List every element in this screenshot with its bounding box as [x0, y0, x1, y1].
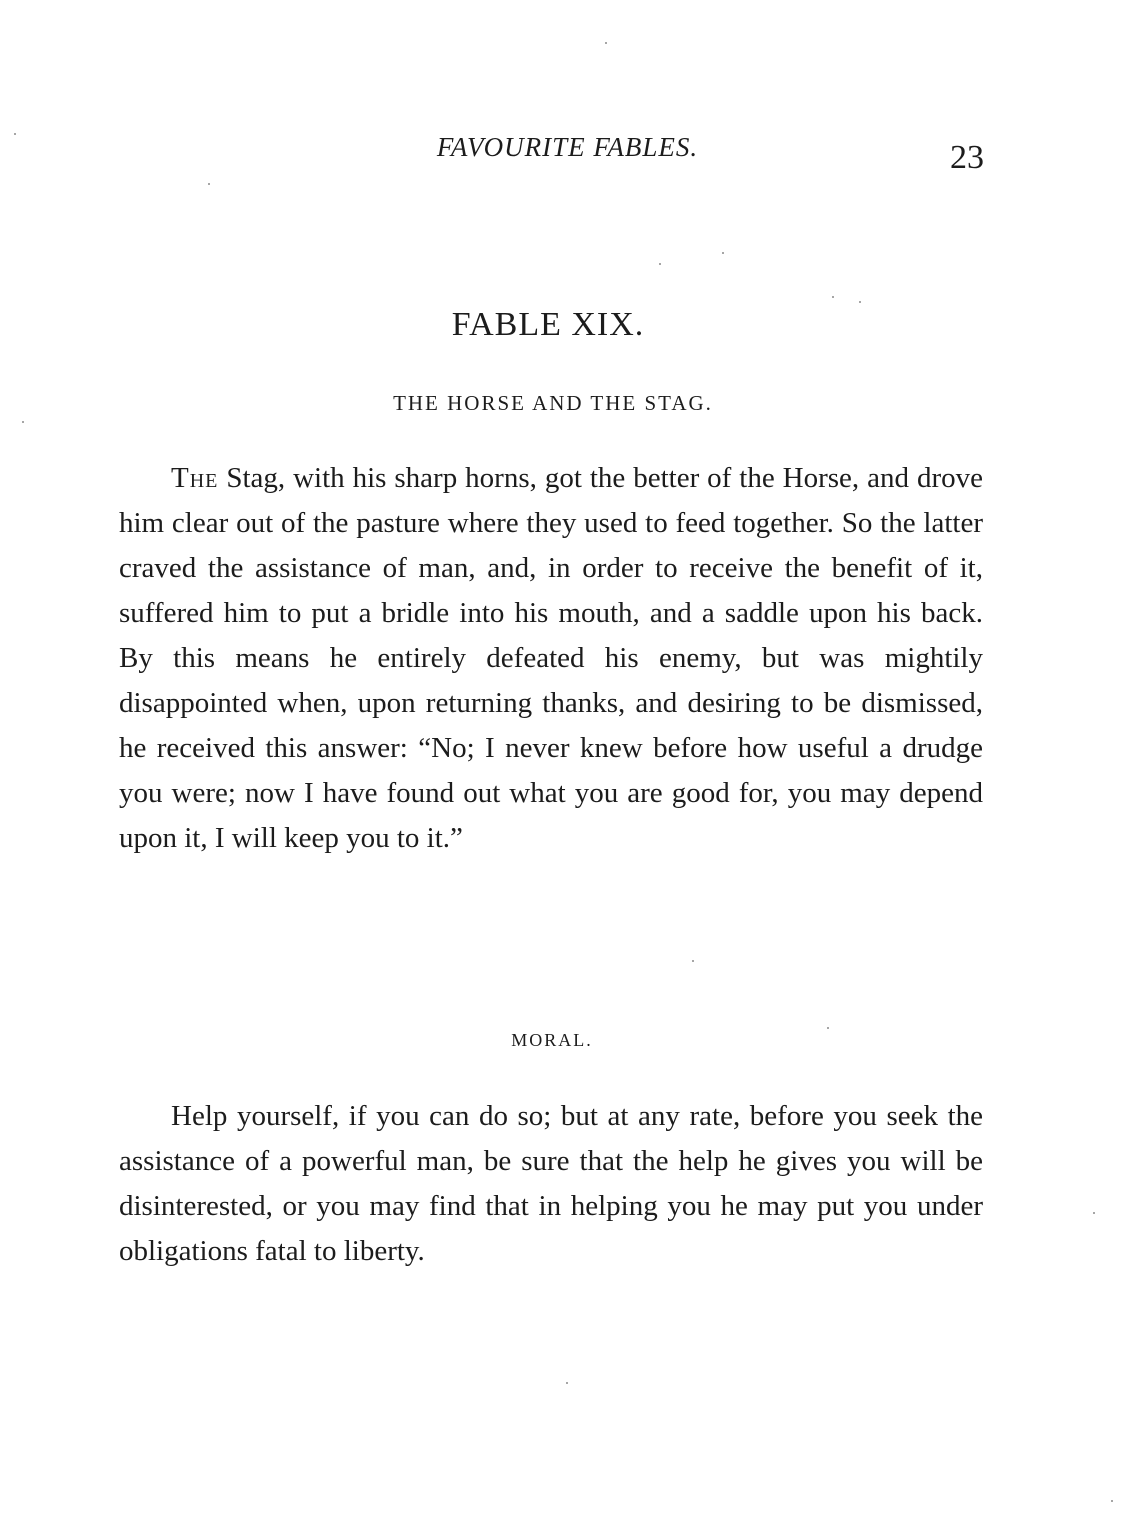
page-number: 23 — [950, 139, 984, 176]
running-header: FAVOURITE FABLES. — [436, 132, 699, 162]
paper-speck — [208, 183, 210, 185]
paper-speck — [859, 301, 861, 303]
paper-speck — [605, 42, 607, 44]
paper-speck — [827, 1027, 829, 1029]
paper-speck — [692, 960, 694, 962]
paper-speck — [22, 421, 24, 423]
paper-speck — [566, 1382, 568, 1384]
moral-text: Help yourself, if you can do so; but at any rate, before you seek the assistance of a powerful man, be sure that the help he gives you will be disinterested, or you may find that in helping you he may put you under obligations fatal to liberty. — [119, 1100, 983, 1267]
paper-speck — [1093, 1212, 1095, 1214]
fable-body — [119, 456, 983, 861]
fable-body-lead: The — [171, 462, 219, 494]
paper-speck — [1111, 1500, 1113, 1502]
paper-speck — [832, 296, 834, 298]
fable-title: FABLE XIX. — [451, 306, 645, 343]
fable-body-text: Stag, with his sharp horns, got the better of the Horse, and drove him clear out of the pasture where they used to feed together. So the latter craved the assistance of man, and, in order to receive the benefit of it, suffered him to put a bridle into his mouth, and a saddle upon his back. By this means he entirely defeated his enemy, but was mightily disappointed when, upon returning thanks, and desiring to be dismissed, he received this answer: “No; I never knew before how useful a drudge you were; now I have found out what you are good for, you may depend upon it, I will keep you to it.” — [119, 462, 983, 854]
moral-heading: MORAL. — [511, 1030, 593, 1050]
paper-speck — [659, 263, 661, 265]
fable-subtitle: THE HORSE AND THE STAG. — [393, 391, 713, 415]
paper-speck — [14, 133, 16, 135]
paper-speck — [722, 252, 724, 254]
